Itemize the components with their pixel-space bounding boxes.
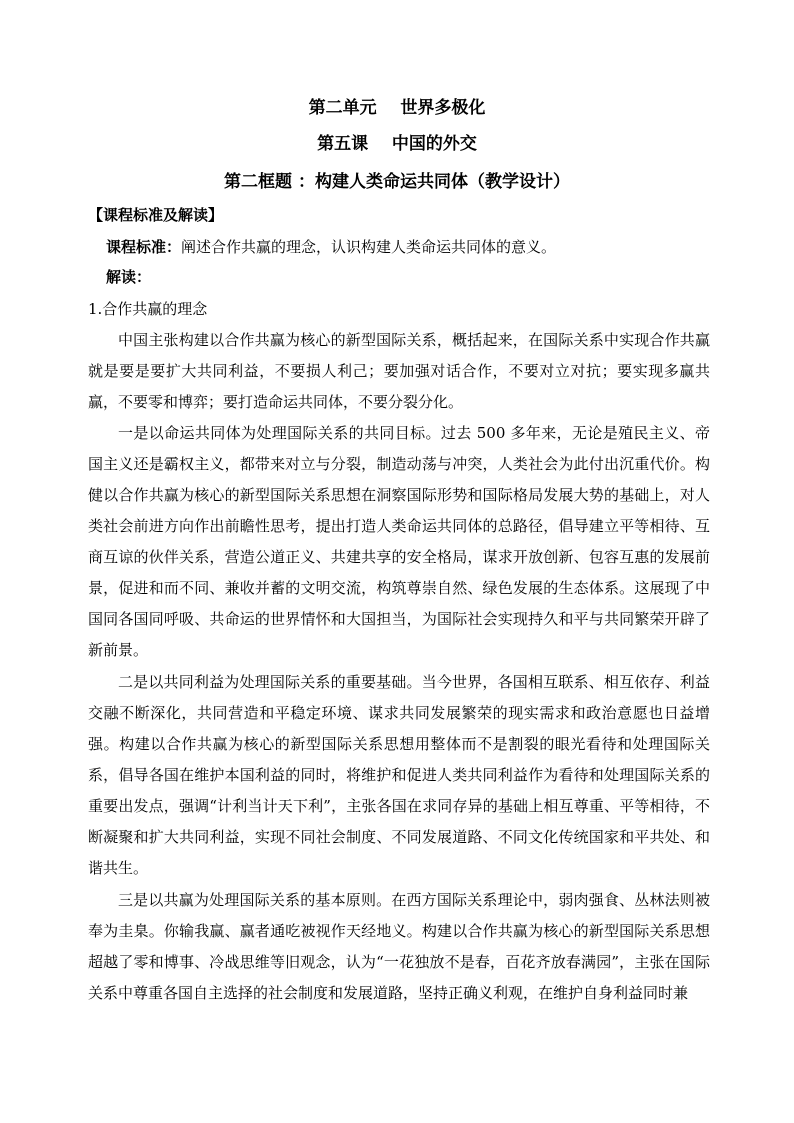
- curriculum-standard: [106, 236, 556, 258]
- paragraph: 二是以共同利益为处理国际关系的重要基础。当今世界，各国相互联系、相互依存、利益交融不断深化，共同营造和平稳定环境、谋求共同发展繁荣的现实需求和政治意愿也日益增强。构建以合作共赢为核心的新型国际关系思想用整体而不是割裂的眼光看待和处理国际关系，倡导各国在维护本国利益的同时，将维护和促进人类共同利益作为看待和处理国际关系的重要出发点，强调“计利当计天下利”，主张各国在求同存异的基础上相互尊重、平等相待，不断凝聚和扩大共同利益，实现不同社会制度、不同发展道路、不同文化传统国家和平共处、和谐共生。: [88, 673, 710, 877]
- paragraph: 三是以共赢为处理国际关系的基本原则。在西方国际关系理论中，弱肉强食、丛林法则被奉为圭臬。你输我赢、赢者通吃被视作天经地义。构建以合作共赢为核心的新型国际关系思想超越了零和博事、冷战思维等旧观念，认为“一花独放不是春，百花齐放春满园”，主张在国际关系中尊重各国自主选择的社会制度和发展道路，坚持正确义利观，在维护自身利益同时兼: [88, 891, 710, 1002]
- standard-label: 课程标准：: [106, 238, 182, 256]
- paragraph: 一是以命运共同体为处理国际关系的共同目标。过去 500 多年来，无论是殖民主义、帝国主义还是霸权主义，都带来对立与分裂，制造动荡与冲突，人类社会为此付出沉重代价。构健以合作共赢为核心的新型国际关系思想在洞察国际形势和国际格局发展大势的基础上，对人类社会前进方向作出前瞻性思考，提出打造人类命运共同体的总路径，倡导建立平等相待、互商互谅的伙伴关系，营造公道正义、共建共享的安全格局，谋求开放创新、包容互惠的发展前景，促进和而不同、兼收并蓄的文明交流，构筑尊崇自然、绿色发展的生态体系。这展现了中国同各国同呼吸、共命运的世界情怀和大国担当，为国际社会实现持久和平与共同繁荣开辟了新前景。: [88, 424, 710, 659]
- unit-title: 第二单元 世界多极化: [308, 98, 486, 118]
- point-title: 1.合作共赢的理念: [88, 300, 208, 318]
- interpretation-label: 解读：: [106, 268, 152, 286]
- paragraph: 中国主张构建以合作共赢为核心的新型国际关系，概括起来，在国际关系中实现合作共赢就是要是要扩大共同利益，不要损人利己；要加强对话合作，不要对立对抗；要实现多赢共赢，不要零和博弈；要打造命运共同体，不要分裂分化。: [88, 331, 710, 411]
- standard-text: 阐述合作共赢的理念，认识构建人类命运共同体的意义。: [181, 238, 557, 256]
- section-heading: 【课程标准及解读】: [88, 206, 224, 224]
- frame-title: 第二框题 ：构建人类命运共同体（教学设计）: [224, 172, 570, 192]
- lesson-title: 第五课 中国的外交: [317, 134, 477, 154]
